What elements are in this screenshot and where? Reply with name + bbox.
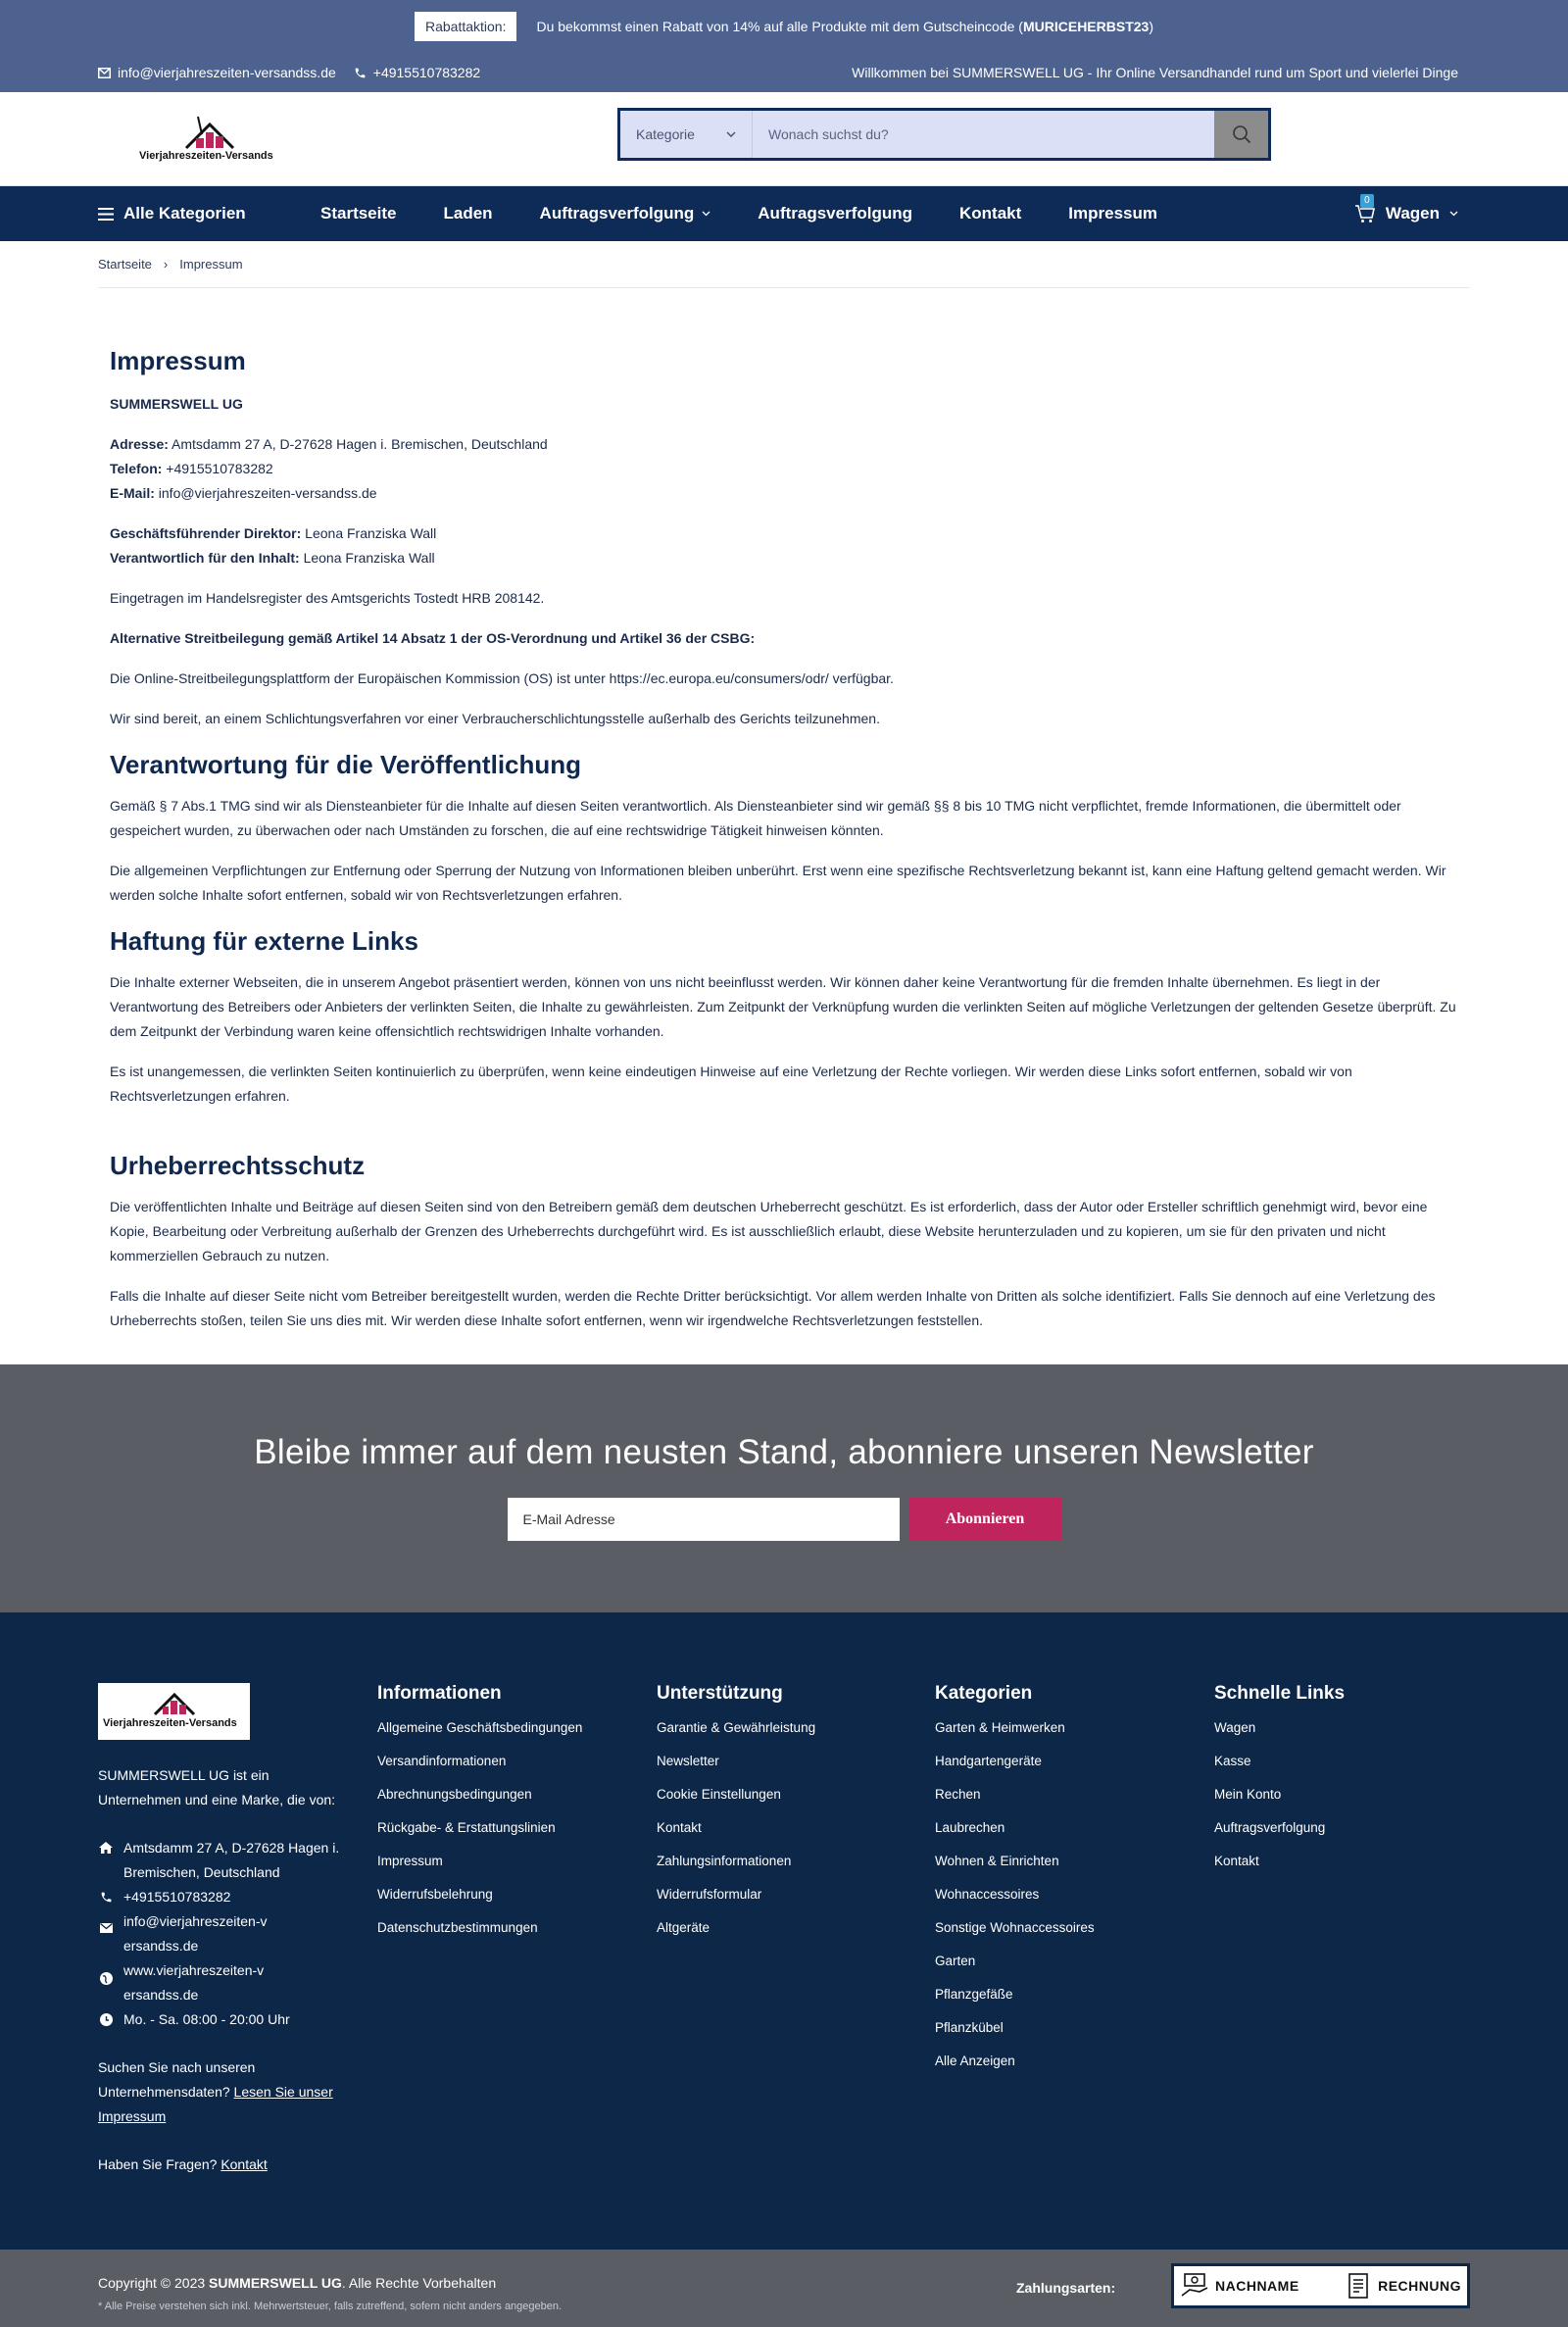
subscribe-button[interactable]: Abonnieren: [909, 1498, 1061, 1541]
footer-phone[interactable]: +4915510783282: [98, 1885, 348, 1909]
site-logo[interactable]: [137, 111, 294, 168]
footer-impressum-hint: Suchen Sie nach unseren Unternehmensdaten? Lesen Sie unser Impressum: [98, 2059, 333, 2124]
top-phone-link[interactable]: +4915510783282: [354, 65, 480, 80]
price-note: * Alle Preise verstehen sich inkl. Mehrwertsteuer, falls zutreffend, sofern nicht anders angegeben.: [98, 2301, 563, 2312]
chevron-down-icon: [702, 211, 710, 217]
copyright-text-1: Die veröffentlichten Inhalte und Beiträge auf diesen Seiten sind von den Betreibern gemäß dem deutschen Urheberrecht geschützt. Es ist erforderlich, dass der Autor oder Ersteller schriftlich genehmigt wird, bevor eine Kopie, Bearbeitung oder Verbreitung außerhalb der Grenzen des Urheberrechts durchgeführt wird. Es ist ausschließlich erlaubt, diese Website herunterzuladen und zu kopieren, um sie für den privaten und nicht kommerziellen Gebrauch zu nutzen.: [110, 1199, 1428, 1263]
footer-link[interactable]: Kontakt: [657, 1820, 702, 1835]
footer-link[interactable]: Widerrufsformular: [657, 1887, 762, 1902]
roof-logo-icon: [147, 1685, 206, 1718]
all-categories-button[interactable]: Alle Kategorien: [98, 204, 320, 223]
footer-website[interactable]: www.vierjahreszeiten-versandss.de: [98, 1958, 348, 2007]
footer-link[interactable]: Impressum: [377, 1854, 443, 1868]
home-icon: [99, 1842, 113, 1854]
breadcrumb-current: Impressum: [179, 257, 243, 272]
bottom-bar: [0, 2250, 1568, 2327]
roof-logo-icon: [176, 115, 255, 154]
responsibility-text-1: Gemäß § 7 Abs.1 TMG sind wir als Diensteanbieter für die Inhalte auf diesen Seiten verantwortlich. Als Diensteanbieter sind wir gemäß §§ 8 bis 10 TMG nicht verpflichtet, fremde Informationen, die übermittelt oder gespeichert wurden, zu überwachen oder nach Umständen zu forschen, die auf eine rechtswidrige Tätigkeit hinweisen könnten.: [110, 798, 1401, 838]
newsletter-form: [0, 1498, 1568, 1541]
links-text-2: Es ist unangemessen, die verlinkten Seiten kontinuierlich zu überprüfen, wenn keine eindeutigen Hinweise auf eine Verletzung der Rechte vorliegen. Wir werden diese Links sofort entfernen, sobald wir von Rechtsverletzungen erfahren.: [110, 1064, 1352, 1104]
nav-impressum[interactable]: Impressum: [1068, 204, 1157, 223]
footer-col-unterstuetzung: [657, 1683, 815, 1954]
footer-link[interactable]: Mein Konto: [1214, 1787, 1282, 1802]
footer-link[interactable]: Wagen: [1214, 1720, 1256, 1735]
responsibility-heading: Verantwortung für die Veröffentlichung: [110, 750, 582, 779]
footer-link[interactable]: Rückgabe- & Erstattungslinien: [377, 1820, 556, 1835]
footer-address: Amtsdamm 27 A, D-27628 Hagen i. Bremischen, Deutschland: [98, 1836, 348, 1885]
breadcrumb-home[interactable]: Startseite: [98, 257, 152, 272]
footer-col-title: Unterstützung: [657, 1683, 783, 1704]
footer-impressum-link[interactable]: Lesen Sie unser Impressum: [98, 2084, 333, 2124]
footer-link[interactable]: Zahlungsinformationen: [657, 1854, 792, 1868]
copyright-text: Copyright © 2023 SUMMERSWELL UG. Alle Rechte Vorbehalten: [98, 2275, 497, 2291]
footer-questions: Haben Sie Fragen? Kontakt: [98, 2156, 268, 2172]
footer-link[interactable]: Auftragsverfolgung: [1214, 1820, 1326, 1835]
footer-link[interactable]: Alle Anzeigen: [935, 2054, 1015, 2068]
footer-link[interactable]: Garantie & Gewährleistung: [657, 1720, 816, 1735]
footer-link[interactable]: Pflanzgefäße: [935, 1987, 1013, 2002]
company-name: SUMMERSWELL UG: [110, 396, 243, 412]
footer-link[interactable]: Pflanzkübel: [935, 2020, 1004, 2035]
dispute-text: Die Online-Streitbeilegungsplattform der Europäischen Kommission (OS) ist unter https://ec.europa.eu/consumers/odr/ verfügbar.: [110, 670, 894, 686]
footer-kontakt-link[interactable]: Kontakt: [220, 2156, 268, 2172]
menu-icon: [98, 208, 114, 221]
footer-link[interactable]: Sonstige Wohnaccessoires: [935, 1920, 1095, 1935]
logo-text: Vierjahreszeiten-Versands: [139, 149, 273, 162]
top-email-link[interactable]: info@vierjahreszeiten-versandss.de: [98, 65, 336, 80]
responsible-line: Verantwortlich für den Inhalt: Leona Franziska Wall: [110, 550, 435, 566]
nav-kontakt[interactable]: Kontakt: [959, 204, 1022, 223]
footer-email[interactable]: info@vierjahreszeiten-versandss.de: [98, 1909, 348, 1958]
site-footer: [0, 1612, 1568, 2250]
footer-link[interactable]: Cookie Einstellungen: [657, 1787, 781, 1802]
search-button[interactable]: [1214, 111, 1268, 158]
footer-col-schnelle-links: [1214, 1683, 1345, 1887]
payment-methods: [1171, 2263, 1470, 2308]
promo-bar: [0, 0, 1568, 53]
footer-link[interactable]: Handgartengeräte: [935, 1754, 1042, 1768]
newsletter-email-input[interactable]: E-Mail Adresse: [508, 1498, 900, 1541]
footer-hours: Mo. - Sa. 08:00 - 20:00 Uhr: [98, 2007, 348, 2032]
mail-icon: [100, 1923, 113, 1933]
promo-badge: Rabattaktion:: [415, 12, 517, 41]
footer-link[interactable]: Kontakt: [1214, 1854, 1259, 1868]
dispute-heading: Alternative Streitbeilegung gemäß Artikel 14 Absatz 1 der OS-Verordnung und Artikel 36 der CSBG:: [110, 630, 756, 646]
promo-text: Du bekommst einen Rabatt von 14% auf alle Produkte mit dem Gutscheincode (MURICEHERBST23): [536, 19, 1153, 34]
responsibility-text-2: Die allgemeinen Verpflichtungen zur Entfernung oder Sperrung der Nutzung von Informationen bleiben unberührt. Erst wenn eine spezifische Rechtsverletzung bekannt ist, kann eine Haftung geltend gemacht werden. Wir werden solche Inhalte sofort entfernen, sobald wir von Rechtsverletzungen erfahren.: [110, 863, 1446, 903]
nav-laden[interactable]: Laden: [443, 204, 493, 223]
director-line: Geschäftsführender Direktor: Leona Franziska Wall: [110, 525, 437, 541]
newsletter-title: Bleibe immer auf dem neusten Stand, abonniere unseren Newsletter: [254, 1433, 1314, 1471]
nav-auftragsverfolgung-dropdown[interactable]: Auftragsverfolgung: [540, 204, 711, 223]
links-heading: Haftung für externe Links: [110, 926, 418, 956]
footer-contact-info: [98, 1836, 348, 2032]
footer-link[interactable]: Allgemeine Geschäftsbedingungen: [377, 1720, 583, 1735]
search-input[interactable]: Wonach suchst du?: [768, 126, 889, 142]
email-line: E-Mail: info@vierjahreszeiten-versandss.de: [110, 485, 377, 501]
payment-method-nachname: NACHNAME: [1180, 2272, 1299, 2300]
cart-count-badge: 0: [1360, 194, 1374, 208]
footer-link[interactable]: Wohnen & Einrichten: [935, 1854, 1059, 1868]
footer-col-title: Schnelle Links: [1214, 1683, 1346, 1704]
footer-link[interactable]: Versandinformationen: [377, 1754, 507, 1768]
contact-bar: [0, 53, 1568, 92]
links-text-1: Die Inhalte externer Webseiten, die in unserem Angebot präsentiert werden, können von uns nicht beeinflusst werden. Wir können daher keine Verantwortung für die fremden Inhalte übernehmen. Es liegt in der Verantwortung des Betreibers oder Anbieters der verlinkten Seiten, die Inhalte zu gewährleisten. Zum Zeitpunkt der Verknüpfung wurden die verlinkten Seiten auf mögliche Verletzungen der geltenden Gesetze überprüft. Zu dem Zeitpunkt der Verbindung waren keine offensichtlich rechtswidrigen Inhalte vorhanden.: [110, 974, 1456, 1039]
footer-link[interactable]: Wohnaccessoires: [935, 1887, 1040, 1902]
chevron-down-icon: [1449, 211, 1458, 217]
nav-auftragsverfolgung[interactable]: Auftragsverfolgung: [758, 204, 913, 223]
company-contact: [110, 432, 1458, 506]
phone-icon: [354, 67, 367, 79]
search-icon: [1232, 124, 1251, 144]
invoice-icon: [1347, 2272, 1372, 2300]
main-nav: [0, 186, 1568, 241]
footer-link[interactable]: Kasse: [1214, 1754, 1251, 1768]
globe-icon: [100, 1972, 113, 1985]
footer-col-title: Kategorien: [935, 1683, 1033, 1704]
footer-about-text: SUMMERSWELL UG ist ein Unternehmen und eine Marke, die von:: [98, 1767, 336, 1807]
clock-icon: [100, 2013, 113, 2026]
payment-method-rechnung: RECHNUNG: [1347, 2272, 1461, 2300]
footer-link[interactable]: Rechen: [935, 1787, 981, 1802]
arbitration-text: Wir sind bereit, an einem Schlichtungsverfahren vor einer Verbraucherschlichtungsstelle außerhalb des Gerichts teilzunehmen.: [110, 711, 880, 726]
main-content: [0, 288, 1568, 1333]
footer-logo[interactable]: Vierjahreszeiten-Versands: [98, 1683, 250, 1740]
copyright-heading: Urheberrechtsschutz: [110, 1151, 366, 1180]
welcome-text: Willkommen bei SUMMERSWELL UG - Ihr Online Versandhandel rund um Sport und vielerlei Dinge: [852, 65, 1458, 80]
address-line: Adresse: Amtsdamm 27 A, D-27628 Hagen i. Bremischen, Deutschland: [110, 436, 548, 452]
category-select[interactable]: Kategorie: [620, 111, 753, 158]
search-bar: [617, 108, 1271, 161]
footer-link[interactable]: Newsletter: [657, 1754, 719, 1768]
footer-col-informationen: [377, 1683, 582, 1954]
nav-startseite[interactable]: Startseite: [320, 204, 397, 223]
newsletter-section: [0, 1364, 1568, 1612]
payment-label: Zahlungsarten:: [1016, 2280, 1116, 2296]
register-text: Eingetragen im Handelsregister des Amtsgerichts Tostedt HRB 208142.: [110, 590, 545, 606]
breadcrumb-separator: ›: [163, 257, 169, 272]
copyright-text-2: Falls die Inhalte auf dieser Seite nicht vom Betreiber bereitgestellt wurden, werden die Rechte Dritter berücksichtigt. Vor allem werden Inhalte von Dritten als solche identifiziert. Falls Sie dennoch auf eine Verletzung des Urheberrechts stoßen, teilen Sie uns dies mit. Wir werden diese Inhalte sofort entfernen, wenn wir irgendwelche Rechtsverletzungen feststellen.: [110, 1288, 1436, 1328]
cart-button[interactable]: 0 Wagen: [1354, 204, 1458, 223]
footer-link[interactable]: Garten & Heimwerken: [935, 1720, 1065, 1735]
footer-link[interactable]: Abrechnungsbedingungen: [377, 1787, 532, 1802]
footer-link[interactable]: Widerrufsbelehrung: [377, 1887, 493, 1902]
mail-icon: [98, 68, 111, 78]
footer-link[interactable]: Datenschutzbestimmungen: [377, 1920, 538, 1935]
cash-hand-icon: [1180, 2272, 1209, 2300]
chevron-down-icon: [726, 131, 736, 137]
phone-line: Telefon: +4915510783282: [110, 461, 273, 476]
footer-link[interactable]: Altgeräte: [657, 1920, 710, 1935]
footer-link[interactable]: Garten: [935, 1954, 976, 1968]
footer-col-title: Informationen: [377, 1683, 502, 1704]
footer-col-kategorien: [935, 1683, 1095, 2087]
footer-about-column: [98, 1683, 353, 2177]
page-title: Impressum: [110, 346, 246, 375]
phone-icon: [100, 1891, 113, 1904]
management: [110, 521, 1458, 570]
breadcrumb: [98, 241, 1470, 288]
site-header: [0, 92, 1568, 186]
footer-link[interactable]: Laubrechen: [935, 1820, 1005, 1835]
promo-code: MURICEHERBST23: [1022, 19, 1150, 34]
